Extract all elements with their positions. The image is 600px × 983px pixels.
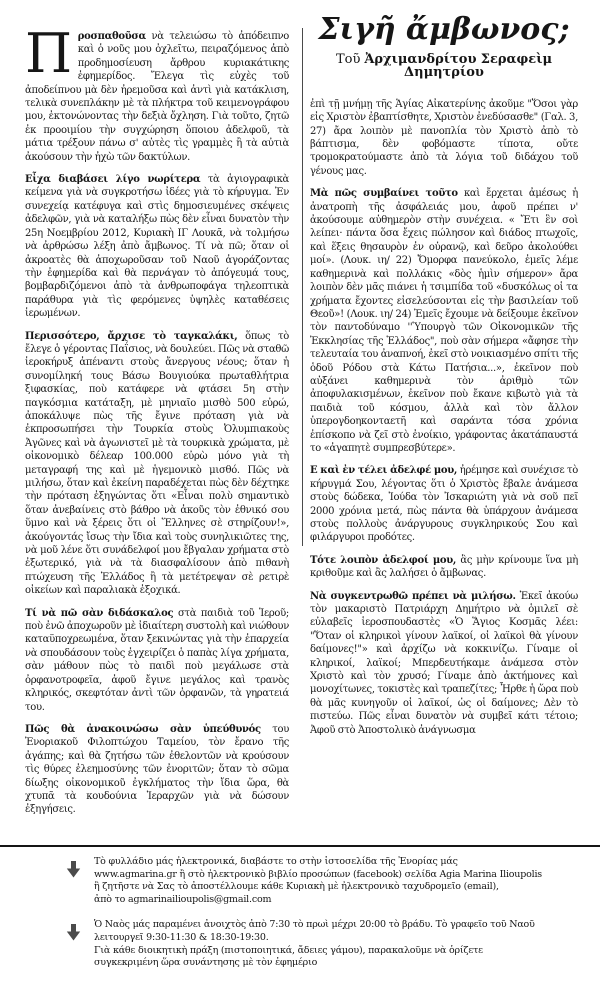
paragraph [25,607,289,714]
byline [310,53,578,80]
paragraph-text: του Ἐνοριακοῦ Φιλοπτώχου Ταμείου, τὸν ἔρανο τῆς ἀγάπης; καὶ θὰ ζητήσω τῶν ἐθελοντῶν νὰ κρούσουν τὶς θύρες ἐλεημοσύνης τῶν ἐνοριτῶν; ὅταν τὸ σῶμα δίωξης οἰκονομικοῦ ἐγκλήματος τὴν ἴδια ὥρα, θὰ χτυπᾶ τὰ κουδούνια Ἱεραρχῶν γιὰ νὰ δώσουν ἐξηγήσεις. [25,723,289,816]
footer-item [66,919,556,969]
paragraph-lead: ροσπαθοῦσα [77,31,146,42]
paragraph [310,590,578,737]
paragraph-text: ὅπως τὸ ἔλεγε ὁ γέροντας Παΐσιος, νὰ δουλεύει. Πῶς νὰ σταθῶ ἱεροκήρυξ ἀπέναντι στοὺς ἄνεργους νέους; ὅταν ἡ συνομίληκή τους Βάσω Βουγιούκα πρωταθλήτρια ξιφασκίας, ποὺ κατάφερε νὰ φτάσει 5η στὴν παγκόσμια κατάταξη, μὲ μηνιαῖο μισθὸ 500 εὐρώ, ἀποκάλυψε πὼς τῆς ἔγινε πρόταση γιὰ νὰ ἐκπροσωπήσει τὴν Τουρκία στοὺς Ὀλυμπιακοὺς Ἀγῶνες καὶ νὰ ἀγωνιστεῖ μὲ τὰ τουρκικὰ χρώματα, μὲ οἰκονομικὸ δέλεαρ 100.000 εὐρὼ μόνο γιὰ τὴ μεταγραφή της καὶ μὲ ἡγεμονικὸ μισθό. Πῶς νὰ μιλήσω, ὅταν καὶ ἐκείνη παραδέχεται πὼς δὲν δέχτηκε τὴν πρόταση ἐξηγώντας ὅτι «Εἶναι πολὺ σημαντικὸ ὅταν ἀνεβαίνεις στὸ βάθρο νὰ ἀκοῦς τὸν ἐθνικό σου ὕμνο καὶ νὰ ξέρεις ὅτι οἱ Ἕλληνες σὲ στηρίζουν!», ἀκούγοντάς ἴσως τὴν ἴδια καὶ τοὺς συνηλικιῶτες της, νὰ μοῦ λένε ὅτι συνάδελφοί μου ἔβγαλαν χρήματα στὸ ἐξωτερικό, γιὰ νὰ τὰ διασφαλίσουν ἀπὸ πιθανὴ πτώχευση τῆς Ἑλλάδος ἢ τὰ μετέτρεψαν σὲ ρετιρὲ οἰκείων καὶ παραλιακὰ ἐξοχικά. [25,330,289,597]
paragraph-lead: Πῶς θὰ ἀνακοινώσω σὰν ὑπεύθυνός [25,723,261,735]
page-title: Σιγῆ ἄμβωνος; [318,12,570,47]
paragraph-lead: Τί νὰ πῶ σὰν διδάσκαλος [25,607,174,619]
footer-line: www.agmarina.gr ἢ στὸ ἠλεκτρονικὸ βιβλίο προσώπων (facebook) σελίδα Agia Marina Ilioupolis [94,868,542,880]
paragraph [25,22,289,164]
footer-text-block [94,856,542,906]
footer-line: Ὁ Ναὸς μάς παραμένει ἀνοιχτὸς ἀπὸ 7:30 τὸ πρωὶ μέχρι 20:00 τὸ βράδυ. Τὸ γραφεῖο τοῦ Ναοῦ [94,919,535,931]
footer-text-block [94,919,535,969]
paragraph-text: Ἐκεῖ ἀκούω τὸν μακαριστὸ Πατριάρχη Δημήτριο νὰ ὁμιλεῖ σὲ εὐλαβεῖς ἱεροσπουδαστὲς «Ὁ Ἅγιος Κοσμᾶς λέει: "Ὅταν οἱ κληρικοὶ γίνουν λαϊκοί, οἱ λαϊκοὶ θὰ γίνουν δαίμονες!"» καὶ ἀρχίζω νὰ κοκκινίζω. Γίναμε οἱ κληρικοί, λαϊκοί; Μπερδευτήκαμε ἀνάμεσα στὸν Χριστὸ καὶ τὸν χρυσό; Γίναμε ἀπὸ ἀκτήμονες καὶ μονοχίτωνες, τοκιστὲς καὶ τραπεζίτες; Ἦρθε ἡ ὥρα ποὺ θὰ μᾶς κυνηγοῦν οἱ λαϊκοί, ὡς οἱ δαίμονες; Δὲν τὸ πιστεύω. Πῶς εἶναι δυνατὸν νὰ συμβεῖ κάτι τέτοιο; Ἀφοῦ στὸ Ἀποστολικὸ ἀνάγνωσμα [310,590,578,736]
paragraph-text: ἂς μὴν κρίνουμε ἵνα μὴ κριθοῦμε καὶ ἂς λαλήσει ὁ ἄμβωνας. [310,554,578,580]
byline-author: Ἀρχιμανδρίτου Σεραφεὶμ Δημητρίου [364,52,553,81]
paragraph-lead: Εἶχα διαβάσει λίγο νωρίτερα [25,174,201,186]
footer-line: συγκεκριμένη ὥρα συνάντησης μὲ τὸν ἐφημέριο [94,957,318,969]
paragraph [25,330,289,598]
paragraph [25,173,289,320]
byline-prefix: Τοῦ [335,52,361,67]
paragraph [310,98,578,178]
column-divider [302,28,303,546]
download-arrow-icon [66,919,81,969]
paragraph-text: ἠρέμησε καὶ συνέχισε τὸ κήρυγμά Σου, λέγοντας ὅτι ὁ Χριστὸς ἔβαλε ἀνάμεσα στοὺς δώδεκα, Ἰούδα τὸν Ἰσκαριώτη γιὰ νὰ σοῦ πεῖ 2000 χρόνια μετά, πὼς πάντα θὰ ὑπάρχουν ἀνάμεσα στοὺς πολλοὺς ἀνάργυρους συγκληρικούς Σου καὶ φιλάργυροι προδότες. [310,465,578,544]
paragraph-lead: Τότε λοιπὸν ἀδελφοί μου, [310,554,457,566]
paragraph-text: ἐπὶ τῇ μνήμῃ τῆς Ἁγίας Αἰκατερίνης ἀκοῦμε "Ὅσοι γὰρ εἰς Χριστὸν ἐβαπτίσθητε, Χριστὸν ἐνεδύσασθε" (Γαλ. 3, 27) ἄρα λοιπὸν μὲ πανοπλία τὸν Χριστὸ ἀπὸ τὸ βάπτισμα, δὲν φοβόμαστε τίποτα, οὔτε τρομοκρατούμαστε ἀπὸ τὰ λόγια τοῦ διδάχου τοῦ γένους μας. [310,98,578,177]
footer-item [66,856,556,906]
footer-line: Γιὰ κάθε διοικητικὴ πράξη (πιστοποιητικά, ἄδειες γάμου), παρακαλοῦμε νὰ ὁρίζετε [94,944,483,956]
paragraph-text: τὰ ἁγιογραφικὰ κείμενα γιὰ νὰ συγκροτήσω ἰδέες γιὰ τὸ κήρυγμα. Ἐν συνεχείᾳ κατέφυγα καὶ στὶς δημοσιευμένες σκέψεις ἀδελφῶν, γιὰ νὰ καταλήξω πὼς δὲν εἶναι δυνατὸν τὴν 25η Νοεμβρίου 2012, Κυριακὴ ΙΓ Λουκᾶ, νὰ τολμήσω νὰ ἀρθρώσω λέξη ἀπὸ ἄμβωνος. Τί νὰ πῶ; ὅταν οἱ ἀκροατὲς θὰ ἀποχωροῦσαν τοῦ Ναοῦ ἀγοράζοντας τὴν ἐφημερίδα καὶ θὰ περνάγαν τὸ ἀπόγευμά τους, βομβαρδιζόμενοι ἀπὸ τὰ ἀνθρωποφάγα τηλεοπτικὰ παράθυρα γιὰ τὶς φερόμενες ὑψηλὲς καταθέσεις ἱερωμένων. [25,174,289,320]
paragraph [25,723,289,817]
right-column [310,14,578,746]
footer [66,856,556,983]
left-column [25,22,290,826]
paragraph-text: νὰ τελειώσω τὸ ἀπόδειπνο καὶ ὁ νοῦς μου ὀχλεῖτω, πειραζόμενος ἀπὸ προδημοσίευση ἄρθρου κυριακάτικης ἐφημερίδος. Ἔλεγα τὶς εὐχὲς τοῦ ἀποδείπνου μὰ δὲν ἠρεμοῦσα καὶ ἀντὶ γιὰ κατάκλιση, τελικὰ συνεπλάκην μὲ τὰ πλήκτρα τοῦ κειμενογράφου μου, ἐκτονώνοντας τὴν δεξιὰ ὄχληση. Γιὰ τοῦτο, ζητῶ ἐκ προοιμίου τὴν συγχώρηση ὅποιου ἀδελφοῦ, τὰ μάτια τρέξουν πάνω σ' αὐτὲς τὶς γραμμὲς ἢ τὰ αὐτιὰ ἀκούσουν τὴν ἠχὼ τῶν δακτύλων. [25,31,289,163]
paragraph [310,187,578,455]
footer-line: ἢ ζητῆστε νὰ Σας τὸ ἀποστέλλουμε κάθε Κυριακὴ μὲ ἠλεκτρονικὸ ταχυδρομεῖο (email), [94,881,499,893]
drop-cap: Π [25,22,72,85]
paragraph-lead: Νὰ συγκεντρωθῶ πρέπει νὰ μιλήσω. [310,590,516,602]
paragraph [310,464,578,544]
paragraph-lead: Ε καὶ ἐν τέλει ἀδελφέ μου, [310,465,458,477]
footer-line: Τὸ φυλλάδιο μάς ἠλεκτρονικά, διαβάστε το στὴν ἱστοσελίδα τῆς Ἐνορίας μάς [94,856,458,867]
footer-line: λειτουργεῖ 9:30-11:30 & 18:30-19:30. [94,931,269,943]
footer-rule [0,845,600,847]
paragraph [310,554,578,581]
download-arrow-icon [66,856,81,906]
footer-line: ἀπὸ το agmarinailioupolis@gmail.com [94,893,272,905]
paragraph-lead: Μὰ πῶς συμβαίνει τοῦτο [310,188,458,200]
paragraph-lead: Περισσότερο, ἄρχισε τὸ ταγκαλάκι, [25,330,238,342]
paragraph-text: καὶ ἔρχεται ἀμέσως ἡ ἀνατροπὴ τῆς ἀσφάλειάς μου, ἀφοῦ πρέπει ν' ἀκούσουμε αὐθημερὸν στὴν συνέχεια. « Ἔτι ἓν σοὶ λείπει· πάντα ὅσα ἔχεις πώλησον καὶ διάδος πτωχοῖς, καὶ ἕξεις θησαυρὸν ἐν οὐρανῷ, καὶ δεῦρο ἀκολούθει μοί». (Λουκ. ιη/ 22) Ὄμορφα πανεύκολο, ἐμεῖς λέμε καθημερινὰ καὶ πολλάκις «δὸς ἡμὶν σήμερον» ἄρα λοιπὸν δὲν μᾶς πιάνει ἡ τσιμπίδα τοῦ «δυσκόλως οἱ τα χρήματα ἔχοντες εἰσελεύσονται εἰς τὴν βασιλείαν τοῦ Θεοῦ»! (Λουκ. ιη/ 24) Ἐμεῖς ἔχουμε νὰ δείξουμε ἐκεῖνον τὸν παντοδύναμο ''Ὑπουργὸ τῶν Οἰκονομικῶν τῆς Ἐκκλησίας τῆς Ἑλλάδος", ποὺ σὰν σήμερα «ἄφησε τὴν τελευταία του ἀναπνοή, ἐκεῖ στὸ νοικιασμένο σπίτι τῆς ὁδοῦ Ρόδου στὰ Κάτω Πατήσια...», ἐκεῖνον ποὺ αὐξάνει καθημερινὰ τὸν ἀριθμὸ τῶν ἀποφυλακισμένων, ἐκεῖνον ποὺ ἔκανε κιβωτὸ γιὰ τὰ παιδιὰ τοῦ κόσμου, ἀλλὰ καὶ τὸν ἄλλον ὑπερογδοηκονταετῆ καὶ σαράντα τόσα χρόνια ἐπίσκοπο νὰ ζεῖ στὸ ἐνοίκιο, γράφοντας ἀκατάπαυστά το «ἀγαπητὲ συμπρεσβύτερε». [310,188,578,454]
paragraph-text: στὰ παιδιὰ τοῦ Ἱεροῦ; ποὺ ἐνῶ ἀποχωροῦν μὲ ἰδιαίτερη συστολὴ καὶ νιώθουν καταϋποχρεωμένα, ὅταν ξεκινώντας γιὰ τὴν ἐπαρχεία νὰ σπουδάσουν τοὺς ἐγχειρίζει ὁ παπὰς λίγα χρήματα, σὰν μάθουν πὼς τὸ παιδὶ ποὺ μεγάλωσε στὰ ὀρφανοτροφεῖα, ἀφοῦ ἔγινε μεγάλος καὶ τρανὸς κληρικός, σκεφτόταν ἀντὶ τῶν ὀρφανῶν, τὰ γηρατειά του. [25,607,290,713]
